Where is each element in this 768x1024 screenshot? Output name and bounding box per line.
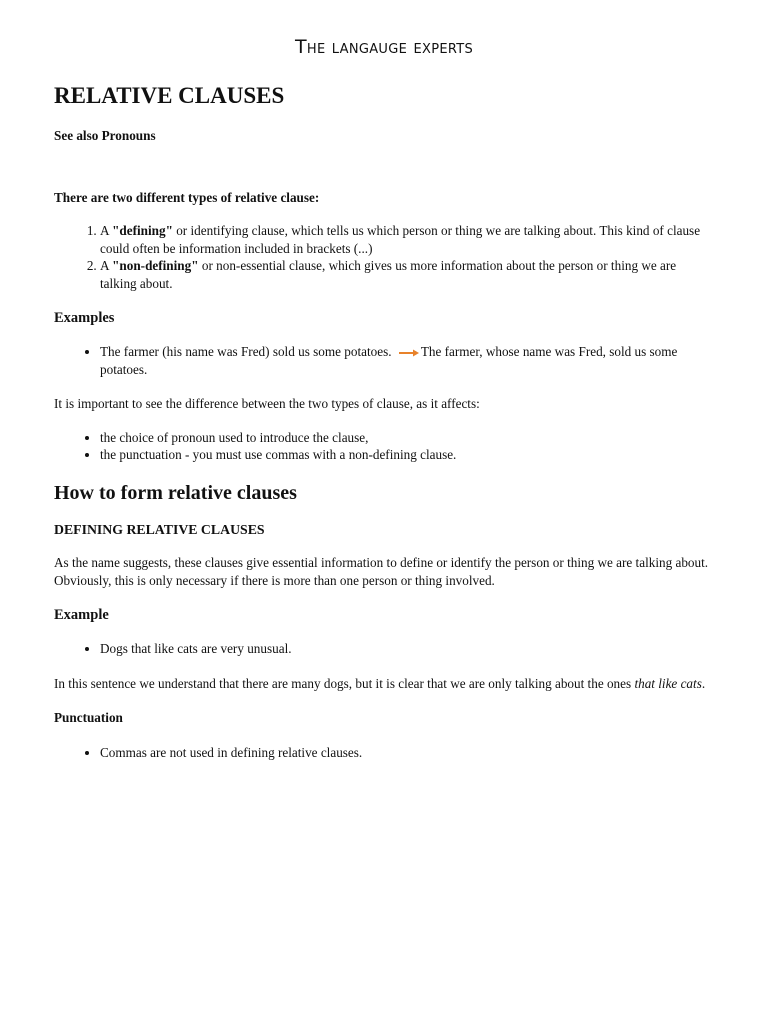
how-to-form-heading: How to form relative clauses: [54, 481, 297, 504]
example-before: The farmer (his name was Fred) sold us some potatoes.: [100, 344, 395, 359]
defining-clauses-heading: DEFINING RELATIVE CLAUSES: [54, 521, 265, 537]
explanation-italic: that like cats: [634, 675, 702, 691]
example-list: [54, 640, 716, 658]
list-item: • Dogs that like cats are very unusual.: [100, 640, 716, 658]
importance-paragraph: It is important to see the difference between the two types of clause, as it affects:: [54, 396, 480, 411]
non-defining-term: "non-defining": [112, 258, 199, 273]
example-after: The farmer, whose name was Fred, sold us some potatoes.: [100, 344, 678, 377]
explanation-text: In this sentence we understand that there are many dogs, but it is clear that we are only talking about the ones: [54, 675, 635, 691]
examples-list: [54, 343, 716, 378]
see-also-link: See also Pronouns: [54, 128, 156, 143]
list-item-text: or identifying clause, which tells us which person or thing we are talking about. This kind of clause could often be information included in brackets (...): [100, 223, 701, 256]
intro-line: There are two different types of relative clause:: [54, 189, 320, 205]
document-content: [54, 82, 716, 761]
page-header-title: The langauge experts: [294, 36, 474, 58]
list-item-text: or non-essential clause, which gives us more information about the person or thing we are talking about.: [100, 258, 677, 291]
clause-types-list: [54, 222, 716, 292]
defining-paragraph: As the name suggests, these clauses give essential information to define or identify the person or thing we are talking about. Obviously, this is only necessary if there is more than one person or thing involved.: [54, 555, 709, 588]
clause-type-defining: [100, 222, 716, 257]
examples-heading: Examples: [54, 310, 115, 326]
punctuation-list: [54, 744, 716, 762]
list-item: • Commas are not used in defining relative clauses.: [100, 744, 716, 762]
punctuation-heading: Punctuation: [54, 710, 123, 725]
explanation-paragraph: [54, 675, 716, 693]
list-item: • the punctuation - you must use commas with a non-defining clause.: [100, 446, 716, 464]
affects-list: [54, 429, 716, 464]
explanation-end: .: [701, 675, 706, 691]
defining-term: "defining": [112, 223, 173, 238]
example-heading: Example: [54, 607, 109, 623]
list-item: • the choice of pronoun used to introduce the clause,: [100, 429, 716, 447]
list-item-prefix: A: [100, 223, 113, 238]
right-arrow-icon: [398, 348, 420, 358]
list-item-prefix: A: [100, 258, 113, 273]
list-item: [100, 343, 716, 378]
document-title: RELATIVE CLAUSES: [54, 83, 285, 108]
clause-type-non-defining: [100, 257, 716, 292]
